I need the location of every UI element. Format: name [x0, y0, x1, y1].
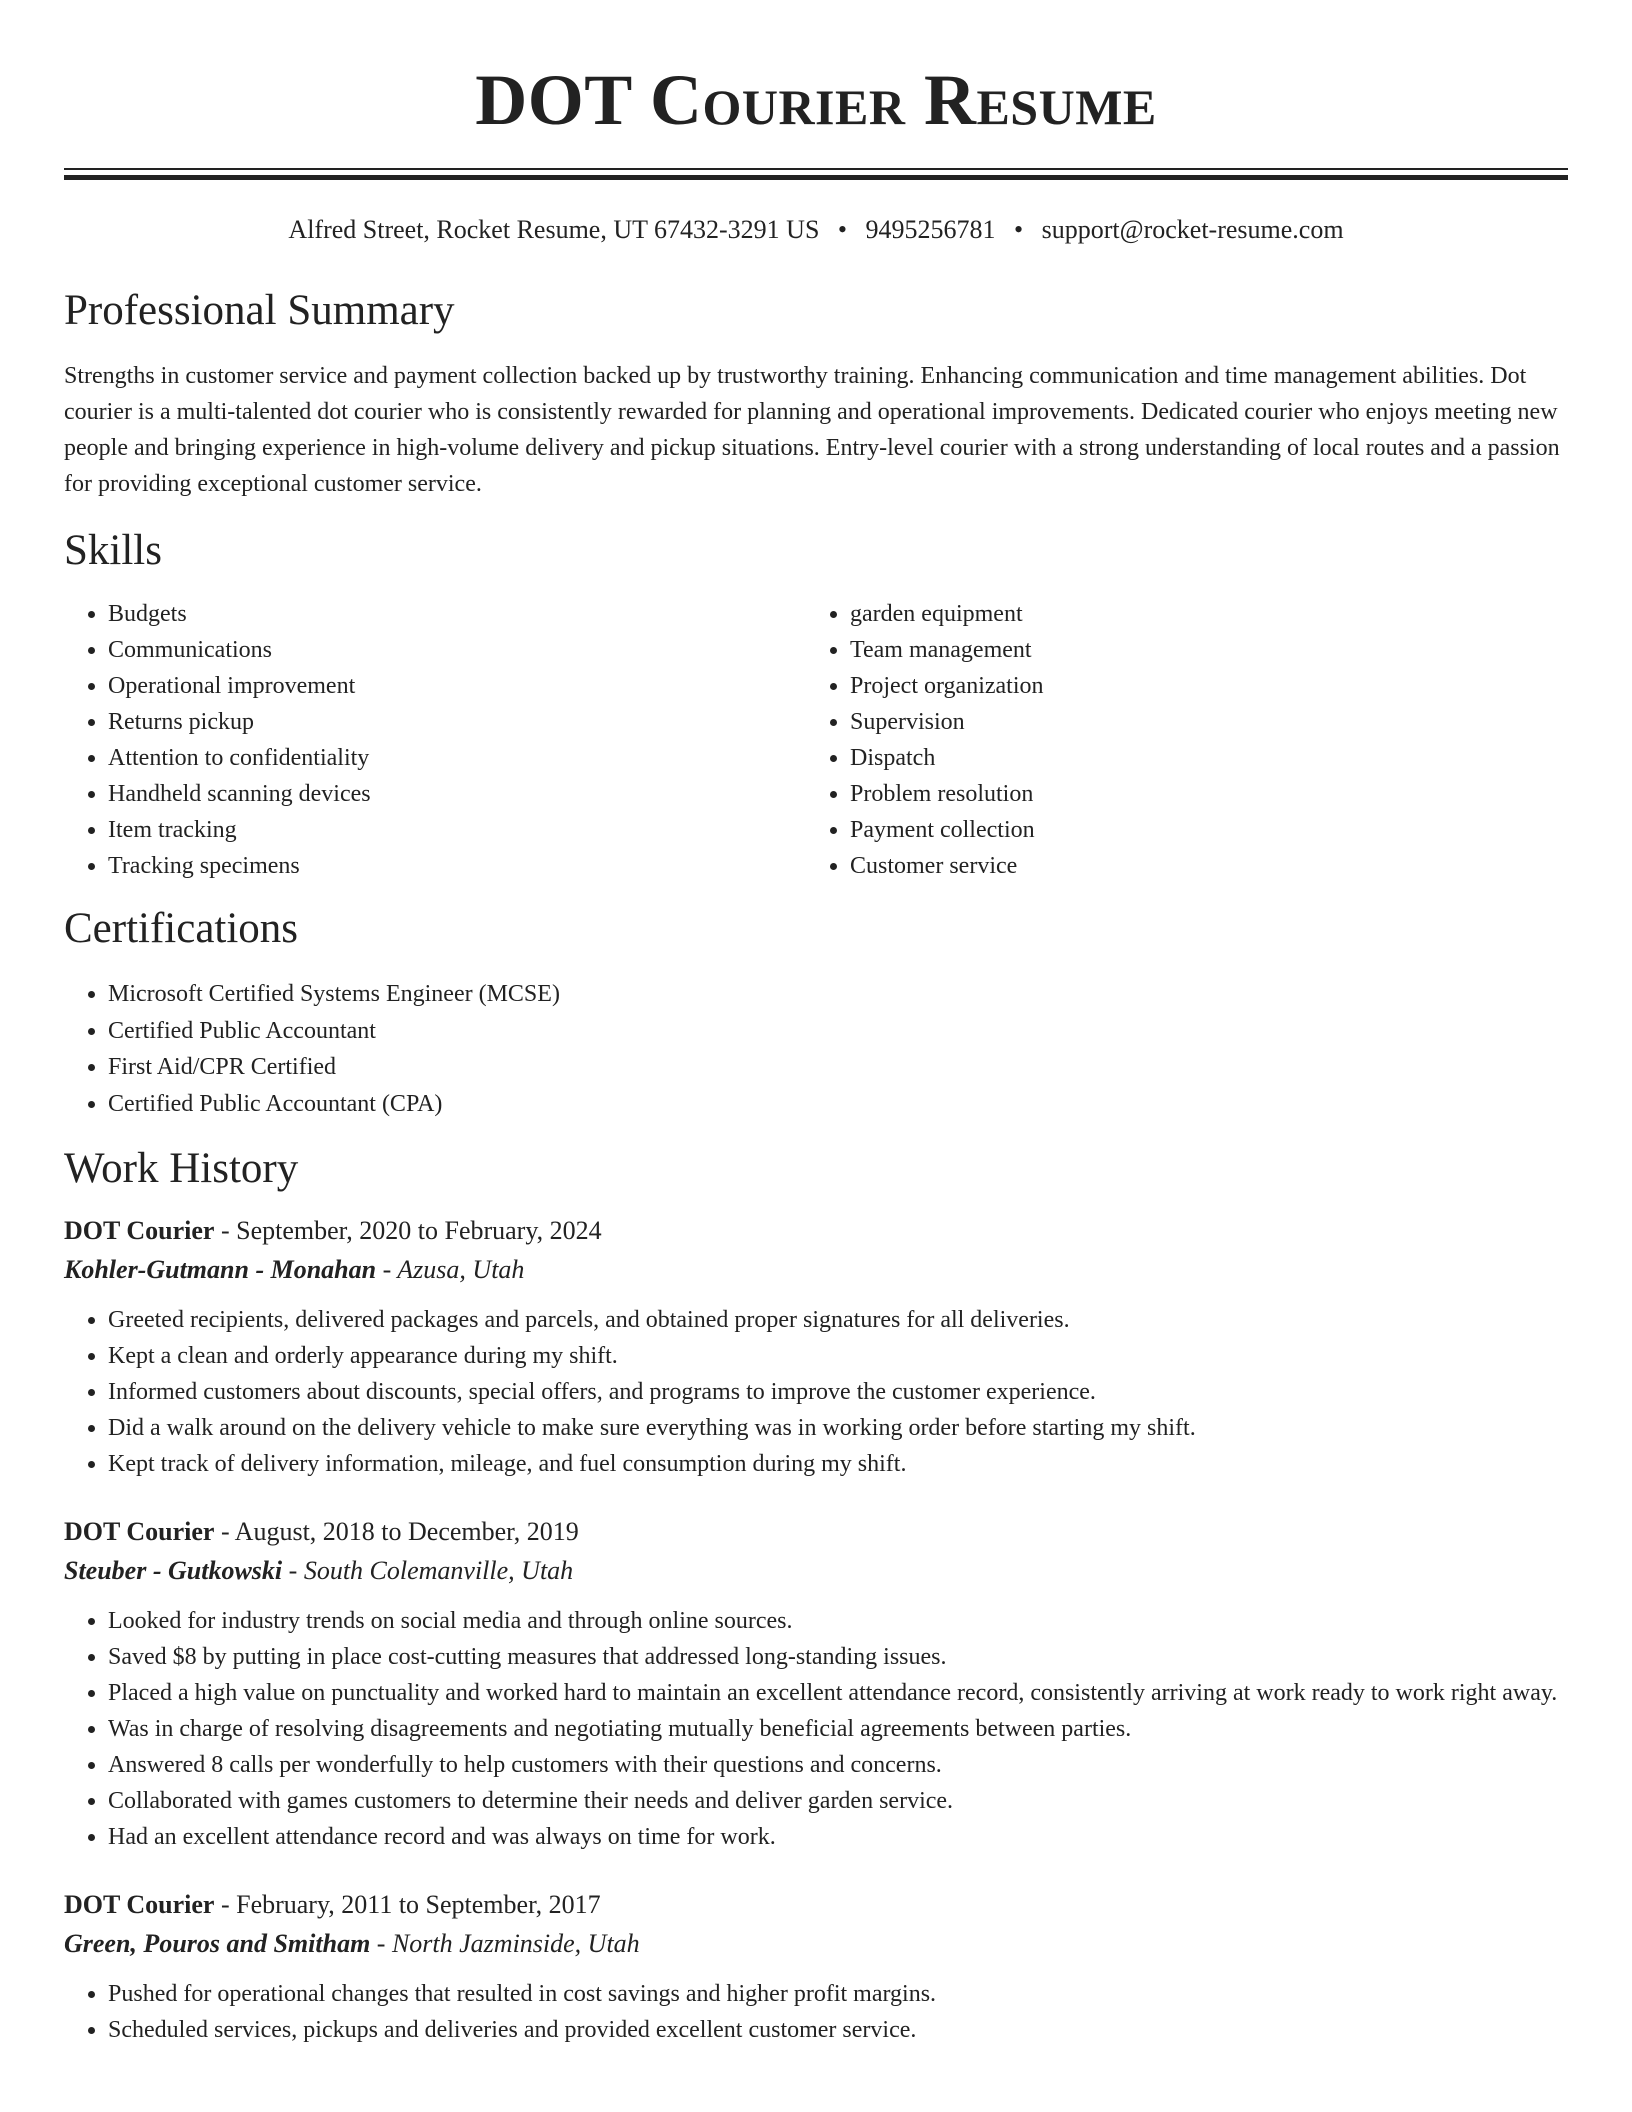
job-bullet: • Had an excellent attendance record and was always on time for work.	[108, 1819, 1568, 1855]
job-company-line	[64, 1924, 1568, 1964]
job-bullet: • Pushed for operational changes that resulted in cost savings and higher profit margins.	[108, 1976, 1568, 2012]
job-company-line	[64, 1551, 1568, 1591]
job-dates: - September, 2020 to February, 2024	[214, 1216, 602, 1245]
job-bullet: • Greeted recipients, delivered packages and parcels, and obtained proper signatures for all deliveries.	[108, 1302, 1568, 1338]
skill-item: • Dispatch	[850, 740, 1548, 776]
job-company-line	[64, 1250, 1568, 1290]
section-heading-work-history: Work History	[64, 1145, 299, 1192]
section-heading-certifications: Certifications	[64, 905, 299, 952]
job-bullet: • Kept track of delivery information, mileage, and fuel consumption during my shift.	[108, 1446, 1568, 1482]
job-title: DOT Courier	[64, 1517, 215, 1546]
job-bullet: • Kept a clean and orderly appearance during my shift.	[108, 1338, 1568, 1374]
job-entry	[64, 1513, 1568, 1855]
job-location: - Azusa, Utah	[376, 1255, 525, 1284]
skill-item: • Team management	[850, 632, 1548, 668]
job-bullet: • Informed customers about discounts, special offers, and programs to improve the customer experience.	[108, 1374, 1568, 1410]
job-bullet: • Collaborated with games customers to determine their needs and deliver garden service.	[108, 1783, 1568, 1819]
skills-columns	[64, 596, 1568, 884]
skill-item: • Returns pickup	[108, 704, 806, 740]
job-bullet: • Saved $8 by putting in place cost-cutting measures that addressed long-standing issues.	[108, 1639, 1568, 1675]
skill-item: • Payment collection	[850, 812, 1548, 848]
job-bullet: • Placed a high value on punctuality and worked hard to maintain an excellent attendance record, consistently arriving at work ready to work right away.	[108, 1675, 1568, 1711]
contact-separator: •	[1014, 215, 1024, 244]
skill-item: • Supervision	[850, 704, 1548, 740]
contact-separator: •	[837, 215, 848, 244]
job-bullets	[64, 1603, 1568, 1855]
certification-item: • Microsoft Certified Systems Engineer (MCSE)	[108, 976, 1568, 1013]
skill-item: • Project organization	[850, 668, 1548, 704]
title-divider-thin	[64, 168, 1568, 170]
skill-item: • Operational improvement	[108, 668, 806, 704]
skill-item: • Problem resolution	[850, 776, 1548, 812]
resume-title: DOT Courier Resume	[475, 60, 1157, 140]
job-location: - South Colemanville, Utah	[282, 1556, 574, 1585]
job-bullet: • Did a walk around on the delivery vehicle to make sure everything was in working order before starting my shift.	[108, 1410, 1568, 1446]
contact-phone: 9495256781	[865, 215, 996, 244]
contact-line	[64, 214, 1568, 246]
title-divider-thick	[64, 175, 1568, 180]
job-title-line	[64, 1513, 1568, 1551]
skill-item: • garden equipment	[850, 596, 1548, 632]
section-heading-summary: Professional Summary	[64, 287, 455, 334]
skill-item: • Attention to confidentiality	[108, 740, 806, 776]
job-company: Kohler-Gutmann - Monahan	[64, 1255, 377, 1284]
contact-email: support@rocket-resume.com	[1041, 215, 1344, 244]
skill-item: • Customer service	[850, 848, 1548, 884]
job-bullet: • Looked for industry trends on social media and through online sources.	[108, 1603, 1568, 1639]
skill-item: • Tracking specimens	[108, 848, 806, 884]
skill-item: • Handheld scanning devices	[108, 776, 806, 812]
certification-item: • First Aid/CPR Certified	[108, 1049, 1568, 1086]
job-dates: - February, 2011 to September, 2017	[214, 1890, 601, 1919]
contact-address: Alfred Street, Rocket Resume, UT 67432-3291 US	[288, 215, 820, 244]
skill-item: • Item tracking	[108, 812, 806, 848]
certification-item: • Certified Public Accountant (CPA)	[108, 1086, 1568, 1123]
job-title-line	[64, 1886, 1568, 1924]
job-company: Green, Pouros and Smitham	[64, 1929, 371, 1958]
job-entry	[64, 1886, 1568, 2048]
job-dates: - August, 2018 to December, 2019	[214, 1517, 579, 1546]
certifications-list	[64, 976, 1568, 1122]
summary-text: Strengths in customer service and payment collection backed up by trustworthy training. Enhancing communication and time management abilities. Dot courier is a multi-talented dot courier who is consistently rewarded for planning and operational improvements. Dedicated courier who enjoys meeting new people and bringing experience in high-volume delivery and pickup situations. Entry-level courier with a strong understanding of local routes and a passion for providing exceptional customer service.	[64, 363, 1560, 497]
job-location: - North Jazminside, Utah	[370, 1929, 640, 1958]
job-bullets	[64, 1976, 1568, 2048]
job-bullets	[64, 1302, 1568, 1482]
job-title-line	[64, 1212, 1568, 1250]
job-title: DOT Courier	[64, 1216, 215, 1245]
certification-item: • Certified Public Accountant	[108, 1013, 1568, 1050]
job-entry	[64, 1212, 1568, 1482]
job-bullet: • Scheduled services, pickups and deliveries and provided excellent customer service.	[108, 2012, 1568, 2048]
job-bullet: • Answered 8 calls per wonderfully to help customers with their questions and concerns.	[108, 1747, 1568, 1783]
job-title: DOT Courier	[64, 1890, 215, 1919]
section-heading-skills: Skills	[64, 527, 162, 574]
skills-list-left	[64, 596, 806, 884]
skill-item: • Budgets	[108, 596, 806, 632]
job-bullet: • Was in charge of resolving disagreements and negotiating mutually beneficial agreements between parties.	[108, 1711, 1568, 1747]
job-company: Steuber - Gutkowski	[64, 1556, 283, 1585]
skills-list-right	[806, 596, 1548, 884]
skill-item: • Communications	[108, 632, 806, 668]
